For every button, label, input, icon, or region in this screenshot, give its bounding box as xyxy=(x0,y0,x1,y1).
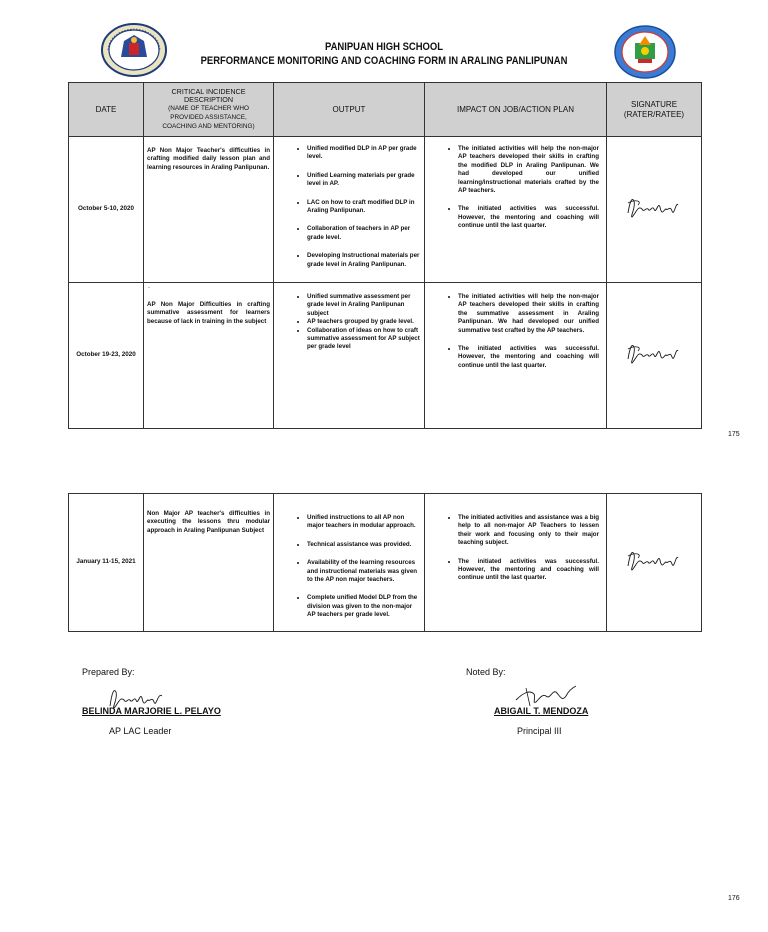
impact-item: • The initiated activities will help the non-major AP teachers developed their skills in crafting the modified DLP in Araling Panlipunan. We had developed our unified learning/instructional materials crafted by the AP teachers. xyxy=(458,145,599,195)
output-item: • Complete unified Model DLP from the division was given to the non-major AP teachers per grade level. xyxy=(307,594,421,619)
output-item: • Unified summative assessment per grade level in Araling Panlipunan subject xyxy=(307,293,421,318)
table-row xyxy=(69,137,702,283)
impact-item: • The initiated activities will help the non-major AP teachers developed their skills in crafting the summative assessment in Araling Panlipunan. We had developed our unified summative test crafted by the AP teachers. xyxy=(458,293,599,335)
table-row xyxy=(69,283,702,429)
output-list-wrap xyxy=(274,283,424,352)
output-cell xyxy=(274,494,425,632)
impact-cell xyxy=(425,494,607,632)
page-number: 176 xyxy=(728,895,740,902)
output-item: • Unified Learning materials per grade level in AP. xyxy=(307,172,421,189)
form-title: PERFORMANCE MONITORING AND COACHING FORM IN ARALING PANLIPUNAN xyxy=(200,55,568,67)
impact-cell xyxy=(425,137,607,283)
critical-line-1: CRITICAL INCIDENCE xyxy=(171,86,246,96)
page-number: 175 xyxy=(728,431,740,438)
coaching-table xyxy=(68,82,702,429)
impact-item: • The initiated activities was successful. However, the mentoring and coaching will continue until the last quarter. xyxy=(458,558,599,583)
output-item: • Collaboration of teachers in AP per grade level. xyxy=(307,225,421,242)
col-header-date: DATE xyxy=(69,83,144,137)
description-text: Non Major AP teacher's difficulties in executing the lessons thru modular approach in Araling Panlipunan Subject xyxy=(147,510,270,534)
impact-item: • The initiated activities was successful. However, the mentoring and coaching will continue until the last quarter. xyxy=(458,345,599,370)
output-item: • Collaboration of ideas on how to craft summative assessment for AP subject per grade level xyxy=(307,327,421,352)
table-header-row xyxy=(69,83,702,137)
output-list-wrap xyxy=(274,494,424,620)
output-item: • LAC on how to craft modified DLP in Araling Panlipunan. xyxy=(307,199,421,216)
col-header-output: OUTPUT xyxy=(274,83,425,137)
col-header-signature xyxy=(607,83,702,137)
output-item: • Technical assistance was provided. xyxy=(307,541,421,549)
critical-line-5: COACHING AND MENTORING) xyxy=(162,122,255,130)
signature-line-2: (RATER/RATEE) xyxy=(623,109,685,119)
description-cell xyxy=(144,494,274,632)
impact-list-wrap xyxy=(425,494,606,583)
prepared-by-label: Prepared By: xyxy=(82,667,135,677)
signature-mark xyxy=(624,544,684,578)
description-text: AP Non Major Teacher's difficulties in crafting modified daily lesson plan and learning resources in Araling Panlipunan. xyxy=(147,147,270,171)
impact-item: • The initiated activities and assistance was a big help to all non-major AP Teachers to lessen their work and focusing only to their major teaching subject. xyxy=(458,514,599,548)
output-item: • Developing Instructional materials per grade level in Araling Panlipunan. xyxy=(307,252,421,269)
date-cell: October 5-10, 2020 xyxy=(69,137,144,283)
output-cell xyxy=(274,137,425,283)
description-cell xyxy=(144,137,274,283)
school-name: PANIPUAN HIGH SCHOOL xyxy=(324,41,444,53)
signature-cell xyxy=(607,494,702,632)
row-marker: . xyxy=(148,283,150,290)
output-cell xyxy=(274,283,425,429)
table-row xyxy=(69,494,702,632)
critical-line-2: DESCRIPTION xyxy=(183,95,234,105)
coaching-table-continued xyxy=(68,493,702,632)
signature-mark xyxy=(624,191,684,225)
description-text: AP Non Major Difficulties in crafting summative assessment for learners because of lack in training in the subject xyxy=(147,301,270,325)
description-cell xyxy=(144,283,274,429)
noted-role: Principal III xyxy=(517,726,562,736)
critical-line-3: (NAME OF TEACHER WHO xyxy=(168,105,249,113)
signature-cell xyxy=(607,283,702,429)
col-header-impact: IMPACT ON JOB/ACTION PLAN xyxy=(425,83,607,137)
output-item: • Unified instructions to all AP non major teachers in modular approach. xyxy=(307,514,421,531)
impact-list-wrap xyxy=(425,137,606,231)
output-item: • Unified modified DLP in AP per grade level. xyxy=(307,145,421,162)
col-header-critical xyxy=(144,83,274,137)
signature-cell xyxy=(607,137,702,283)
date-cell: January 11-15, 2021 xyxy=(69,494,144,632)
output-item: • Availability of the learning resources and instructional materials was given to the AP non major teachers. xyxy=(307,559,421,584)
noted-name: ABIGAIL T. MENDOZA xyxy=(494,706,589,716)
impact-list-wrap xyxy=(425,283,606,370)
prepared-name: BELINDA MARJORIE L. PELAYO xyxy=(82,706,221,716)
signature-mark xyxy=(624,337,684,371)
date-cell: October 19-23, 2020 xyxy=(69,283,144,429)
signature-line-1: SIGNATURE xyxy=(630,100,678,109)
output-list-wrap xyxy=(274,137,424,269)
critical-line-4: PROVIDED ASSISTANCE, xyxy=(170,113,247,121)
impact-item: • The initiated activities was successful. However, the mentoring and coaching will continue until the last quarter. xyxy=(458,205,599,230)
noted-by-label: Noted By: xyxy=(466,667,506,677)
output-item: • AP teachers grouped by grade level. xyxy=(307,318,421,326)
prepared-role: AP LAC Leader xyxy=(109,726,172,736)
impact-cell xyxy=(425,283,607,429)
